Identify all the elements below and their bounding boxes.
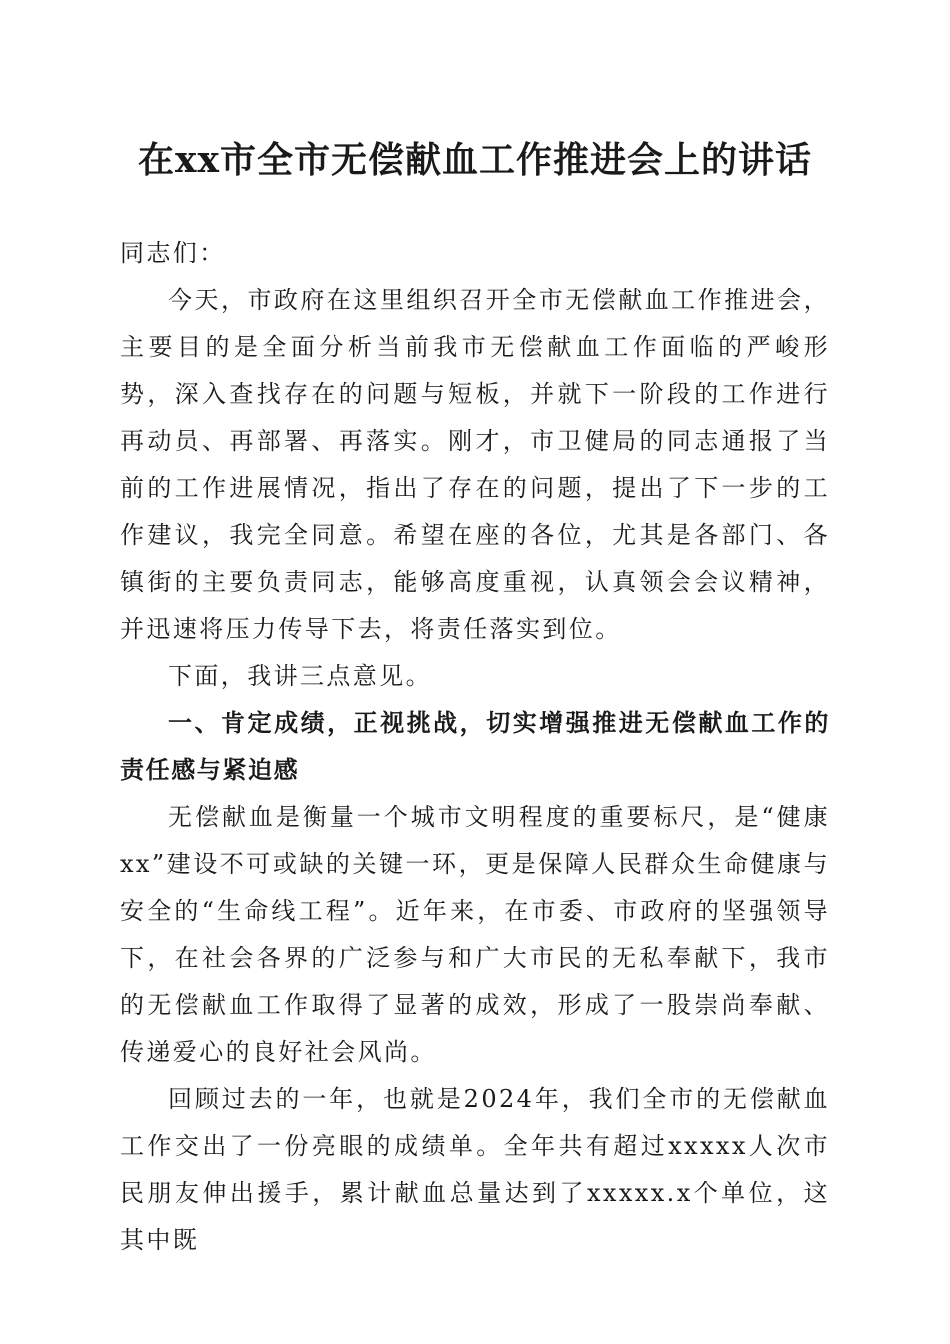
- paragraph-opening: 今天，市政府在这里组织召开全市无偿献血工作推进会，主要目的是全面分析当前我市无偿献血工作面临的严峻形势，深入查找存在的问题与短板，并就下一阶段的工作进行再动员、再部署、再落实。刚才，市卫健局的同志通报了当前的工作进展情况，指出了存在的问题，提出了下一步的工作建议，我完全同意。希望在座的各位，尤其是各部门、各镇街的主要负责同志，能够高度重视，认真领会会议精神，并迅速将压力传导下去，将责任落实到位。: [120, 286, 830, 643]
- section-heading-1: 一、肯定成绩，正视挑战，切实增强推进无偿献血工作的责任感与紧迫感: [120, 709, 830, 784]
- document-body: [120, 230, 830, 1264]
- paragraph-outline: 下面，我讲三点意见。: [168, 662, 432, 690]
- document-title: 在xx市全市无偿献血工作推进会上的讲话: [138, 139, 812, 181]
- paragraph-section1-intro: 无偿献血是衡量一个城市文明程度的重要标尺，是“健康xx”建设不可或缺的关键一环，更是保障人民群众生命健康与安全的“生命线工程”。近年来，在市委、市政府的坚强领导下，在社会各界的广泛参与和广大市民的无私奉献下，我市的无偿献血工作取得了显著的成效，形成了一股崇尚奉献、传递爱心的良好社会风尚。: [120, 803, 830, 1066]
- salutation: 同志们：: [120, 239, 226, 267]
- paragraph-section1-review: 回顾过去的一年，也就是2024年，我们全市的无偿献血工作交出了一份亮眼的成绩单。全年共有超过xxxxx人次市民朋友伸出援手，累计献血总量达到了xxxxx.x个单位，这其中既: [120, 1085, 830, 1254]
